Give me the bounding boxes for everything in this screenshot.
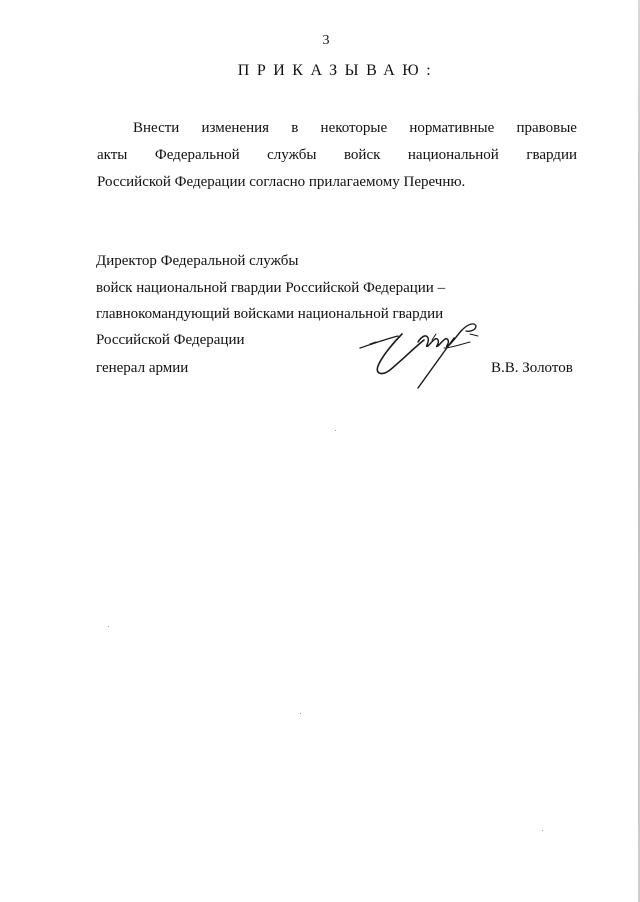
signatory-rank: генерал армии: [96, 360, 189, 376]
scan-speck: [108, 626, 109, 627]
body-line-2: [97, 146, 577, 164]
body-word: Федеральной: [154, 147, 240, 163]
handwritten-signature: [358, 318, 488, 390]
body-word: некоторые: [320, 120, 388, 136]
body-word: правовые: [516, 120, 577, 136]
body-word: акты: [97, 147, 128, 163]
order-heading: ПРИКАЗЫВАЮ:: [237, 62, 439, 79]
page-number: 3: [322, 33, 330, 48]
signatory-title-line: войск национальной гвардии Российской Федерации –: [96, 280, 446, 296]
body-word: Внести: [133, 120, 180, 136]
body-word: в: [291, 120, 299, 136]
body-word: нормативные: [409, 120, 495, 136]
body-word: изменения: [201, 120, 270, 136]
scan-speck: [335, 430, 336, 431]
signatory-title-line: Директор Федеральной службы: [96, 253, 299, 269]
scan-speck: [542, 830, 543, 831]
body-word: национальной: [407, 147, 499, 163]
signatory-title-line: Российской Федерации: [96, 332, 245, 348]
signer-name: В.В. Золотов: [491, 360, 573, 376]
body-line-1: [133, 119, 577, 137]
body-word: войск: [343, 147, 381, 163]
scan-speck: [300, 713, 301, 714]
body-word: службы: [267, 147, 317, 163]
body-word: гвардии: [526, 147, 577, 163]
body-line-3: Российской Федерации согласно прилагаемому Перечню.: [97, 174, 466, 190]
signatory-title-line: главнокомандующий войсками национальной гвардии: [96, 306, 444, 322]
